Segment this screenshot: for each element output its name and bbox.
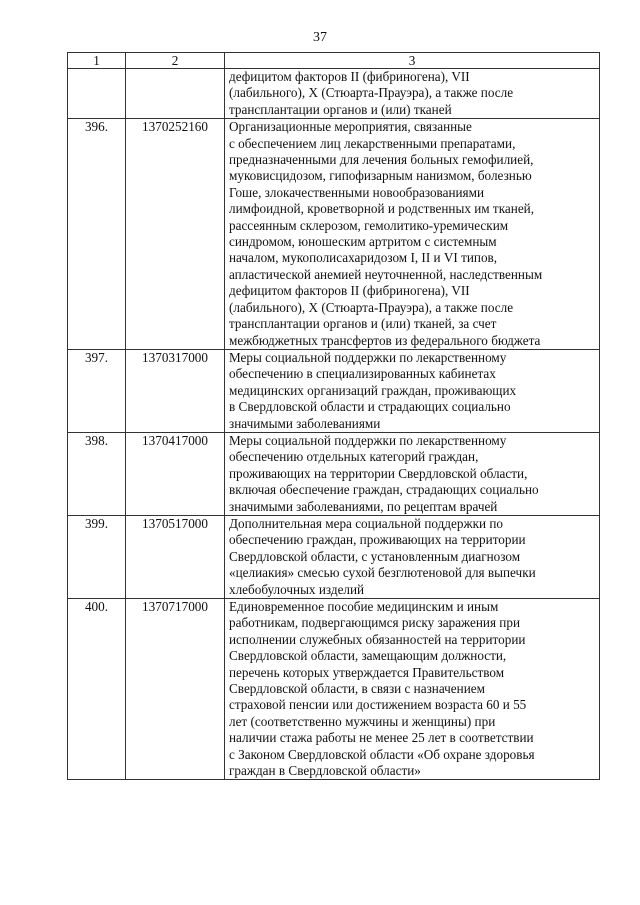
description-line: обеспечению граждан, проживающих на территории xyxy=(229,532,526,548)
description-line: лимфоидной, кроветворной и родственных им тканей, xyxy=(229,201,535,217)
description-line: включая обеспечение граждан, страдающих социально xyxy=(229,482,539,498)
description-line: Свердловской области, замещающим должности, xyxy=(229,648,507,664)
description-line: медицинских организаций граждан, проживающих xyxy=(229,382,517,398)
row-number-cell: 397. xyxy=(68,349,126,432)
row-number-cell xyxy=(68,69,126,119)
description-line: началом, мукополисахаридозом I, II и VI типов, xyxy=(229,250,498,266)
row-number-cell: 400. xyxy=(68,599,126,780)
description-line: синдромом, юношеским артритом с системным xyxy=(229,234,497,250)
budget-code-cell xyxy=(126,69,225,119)
description-line: Меры социальной поддержки по лекарственному xyxy=(229,432,507,448)
description-line: Меры социальной поддержки по лекарственному xyxy=(229,349,507,365)
budget-code-cell: 1370417000 xyxy=(126,432,225,515)
table-body xyxy=(68,69,600,780)
description-line: страховой пенсии или достижением возраста 60 и 55 xyxy=(229,697,527,713)
description-line: обеспечению в специализированных кабинетах xyxy=(229,366,496,382)
description-cell xyxy=(225,349,600,432)
description-line: предназначенными для лечения больных гемофилией, xyxy=(229,152,534,168)
description-line: с Законом Свердловской области «Об охране здоровья xyxy=(229,746,535,762)
table-row xyxy=(68,432,600,515)
description-line: перечень которых утверждается Правительством xyxy=(229,664,505,680)
column-header-description: 3 xyxy=(225,53,600,69)
description-line: трансплантации органов и (или) тканей xyxy=(229,101,452,117)
row-number-cell: 396. xyxy=(68,119,126,350)
table-row xyxy=(68,349,600,432)
budget-code-cell: 1370717000 xyxy=(126,599,225,780)
description-line: (лабильного), X (Стюарта-Прауэра), а также после xyxy=(229,85,514,101)
description-line: обеспечению отдельных категорий граждан, xyxy=(229,449,479,465)
description-line: трансплантации органов и (или) тканей, за счет xyxy=(229,316,497,332)
description-line: рассеянным склерозом, гемолитико-уремическим xyxy=(229,217,509,233)
description-line: значимыми заболеваниями, по рецептам врачей xyxy=(229,498,498,514)
description-line: Гоше, злокачественными новообразованиями xyxy=(229,184,485,200)
description-line: межбюджетных трансфертов из федерального бюджета xyxy=(229,332,541,348)
description-line: значимыми заболеваниями xyxy=(229,415,381,431)
column-header-number: 1 xyxy=(68,53,126,69)
description-line: муковисцидозом, гипофизарным нанизмом, болезнью xyxy=(229,168,532,184)
description-line: проживающих на территории Свердловской области, xyxy=(229,465,528,481)
row-number-cell: 398. xyxy=(68,432,126,515)
description-line: Дополнительная мера социальной поддержки по xyxy=(229,515,503,531)
description-line: дефицитом факторов II (фибриногена), VII xyxy=(229,69,470,84)
description-line: апластической анемией неуточненной, наследственным xyxy=(229,266,543,282)
description-line: хлебобулочных изделий xyxy=(229,581,365,597)
description-cell xyxy=(225,432,600,515)
description-line: «целиакия» смесью сухой безглютеновой для выпечки xyxy=(229,565,536,581)
description-cell xyxy=(225,599,600,780)
description-cell xyxy=(225,515,600,598)
description-line: наличии стажа работы не менее 25 лет в соответствии xyxy=(229,730,534,746)
description-line: в Свердловской области и страдающих социально xyxy=(229,399,511,415)
description-line: лет (соответственно мужчины и женщины) при xyxy=(229,713,496,729)
budget-code-cell: 1370517000 xyxy=(126,515,225,598)
description-cell xyxy=(225,69,600,119)
description-line: Единовременное пособие медицинским и иным xyxy=(229,599,499,614)
description-line: Свердловской области, с установленным диагнозом xyxy=(229,548,521,564)
table-row xyxy=(68,515,600,598)
description-cell xyxy=(225,119,600,350)
budget-code-cell: 1370317000 xyxy=(126,349,225,432)
description-line: Свердловской области, в связи с назначением xyxy=(229,681,485,697)
budget-codes-table xyxy=(67,52,600,780)
table-header-row xyxy=(68,53,600,69)
column-header-code: 2 xyxy=(126,53,225,69)
budget-code-cell: 1370252160 xyxy=(126,119,225,350)
row-number-cell: 399. xyxy=(68,515,126,598)
description-line: работникам, подвергающимся риску заражения при xyxy=(229,615,521,631)
description-line: дефицитом факторов II (фибриногена), VII xyxy=(229,283,470,299)
description-line: граждан в Свердловской области» xyxy=(229,763,421,779)
table-row xyxy=(68,599,600,780)
description-line: (лабильного), X (Стюарта-Прауэра), а также после xyxy=(229,299,514,315)
description-line: с обеспечением лиц лекарственными препаратами, xyxy=(229,135,516,151)
page-number: 37 xyxy=(313,30,327,45)
description-line: исполнении служебных обязанностей на территории xyxy=(229,631,526,647)
description-line: Организационные мероприятия, связанные xyxy=(229,119,472,135)
table-row xyxy=(68,69,600,119)
table-row xyxy=(68,119,600,350)
